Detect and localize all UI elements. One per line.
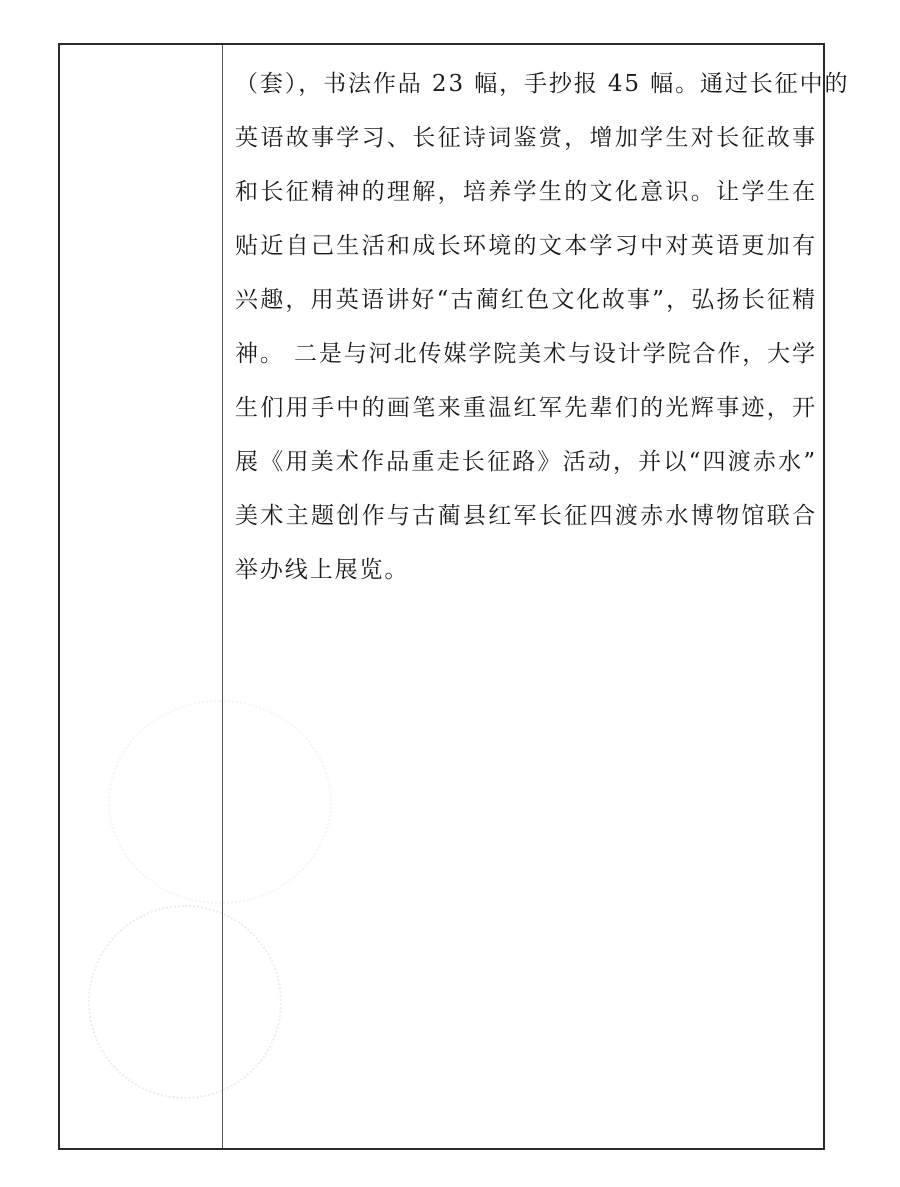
text-line: 神。 二是与河北传媒学院美术与设计学院合作，大学 [235,341,817,367]
text-line: 和长征精神的理解，培养学生的文化意识。让学生在 [235,179,817,205]
form-table [58,43,850,1150]
text-line: （套），书法作品 23 幅，手抄报 45 幅。通过长征中的 [235,71,850,97]
text-line: 兴趣，用英语讲好“古蔺红色文化故事”，弘扬长征精 [235,287,817,313]
text-line: 美术主题创作与古蔺县红军长征四渡赤水博物馆联合 [235,503,817,529]
text-line: 举办线上展览。 [235,557,410,583]
body-paragraph [235,57,850,597]
text-line: 生们用手中的画笔来重温红军先辈们的光辉事迹，开 [235,395,817,421]
content-column-cell [223,45,850,1148]
text-line: 展《用美术作品重走长征路》活动，并以“四渡赤水” [235,449,817,475]
text-line: 英语故事学习、长征诗词鉴赏，增加学生对长征故事 [235,125,817,151]
label-column-cell [60,45,223,1148]
text-line: 贴近自己生活和成长环境的文本学习中对英语更加有 [235,233,817,259]
